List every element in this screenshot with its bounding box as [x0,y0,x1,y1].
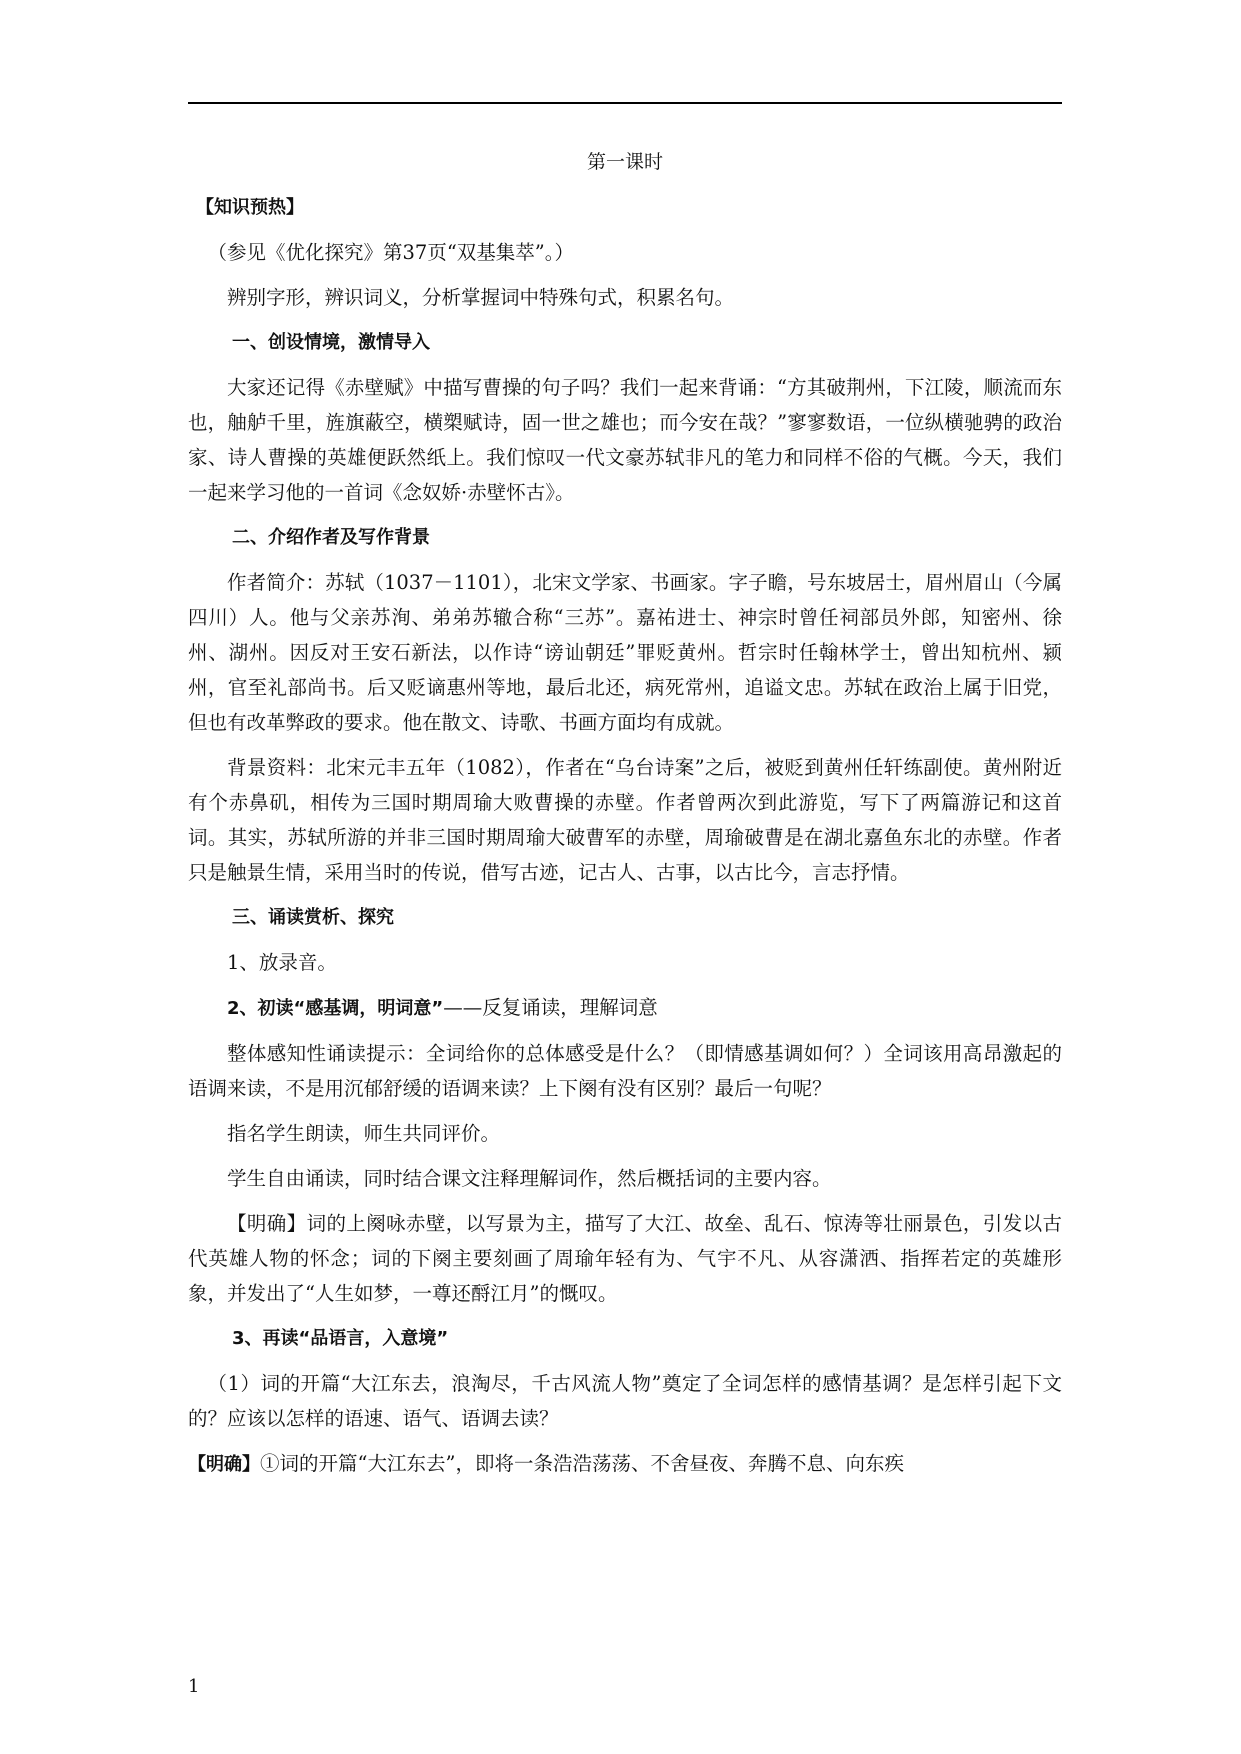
section1-paragraph: 大家还记得《赤壁赋》中描写曹操的句子吗？我们一起来背诵：“方其破荆州，下江陵，顺流而东也，舳舻千里，旌旗蔽空，横槊赋诗，固一世之雄也；而今安在哉？”寥寥数语，一位纵横驰骋的政治家、诗人曹操的英雄便跃然纸上。我们惊叹一代文豪苏轼非凡的笔力和同样不俗的气概。今天，我们一起来学习他的一首词《念奴娇·赤壁怀古》。 [188,376,1062,504]
knowledge-goal: 辨别字形，辨识词义，分析掌握词中特殊句式，积累名句。 [227,286,735,309]
step2-free-paragraph: 学生自由诵读，同时结合课文注释理解词作，然后概括词的主要内容。 [227,1167,832,1190]
author-intro-paragraph: 作者简介：苏轼（1037－1101），北宋文学家、书画家。字子瞻，号东坡居士，眉州眉山（今属四川）人。他与父亲苏洵、弟弟苏辙合称“三苏”。嘉祐进士、神宗时曾任祠部员外郎，知密州、徐州、湖州。因反对王安石新法，以作诗“谤讪朝廷”罪贬黄州。哲宗时任翰林学士，曾出知杭州、颍州，官至礼部尚书。后又贬谪惠州等地，最后北还，病死常州，追谥文忠。苏轼在政治上属于旧党，但也有改革弊政的要求。他在散文、诗歌、书画方面均有成就。 [188,571,1062,734]
step2-read-paragraph: 指名学生朗读，师生共同评价。 [227,1122,501,1145]
page-number: 1 [188,1676,200,1697]
step3-heading: 3、再读“品语言，入意境” [232,1328,449,1349]
section2-heading: 二、介绍作者及写作背景 [232,527,430,548]
step3-clarify-paragraph [188,1446,1062,1482]
section-knowledge-heading: 【知识预热】 [196,197,304,218]
step2-heading [188,990,1062,1026]
step2-clarify-paragraph [188,1206,1062,1311]
step3-clarify-label: 【明确】 [188,1454,260,1475]
document-body [188,148,1062,1492]
section3-heading: 三、诵读赏析、探究 [232,907,394,928]
step2-heading-bold: 2、初读“感基调，明词意” [227,998,444,1019]
knowledge-reference: （参见《优化探究》第37页“双基集萃”。） [207,241,575,264]
step1-paragraph: 1、放录音。 [227,951,337,974]
header-rule [188,102,1062,104]
clarify-label: 【明确】 [227,1212,307,1235]
step3-question-paragraph: （1）词的开篇“大江东去，浪淘尽，千古风流人物”奠定了全词怎样的感情基调？是怎样引起下文的？应该以怎样的语速、语气、语调去读？ [188,1372,1062,1430]
step2-clarify-text: 词的上阕咏赤壁，以写景为主，描写了大江、故垒、乱石、惊涛等壮丽景色，引发以古代英雄人物的怀念；词的下阕主要刻画了周瑜年轻有为、气宇不凡、从容潇洒、指挥若定的英雄形象，并发出了“人生如梦，一尊还酹江月”的慨叹。 [188,1212,1062,1305]
lesson-title: 第一课时 [586,151,663,173]
section1-heading: 一、创设情境，激情导入 [232,332,430,353]
step2-heading-rest: ——反复诵读，理解词意 [443,996,658,1019]
step2-hint-paragraph: 整体感知性诵读提示：全词给你的总体感受是什么？（即情感基调如何？）全词该用高昂激起的语调来读，不是用沉郁舒缓的语调来读？上下阕有没有区别？最后一句呢？ [188,1042,1062,1100]
step3-clarify-text: ①词的开篇“大江东去”，即将一条浩浩荡荡、不舍昼夜、奔腾不息、向东疾 [260,1452,904,1475]
background-paragraph: 背景资料：北宋元丰五年（1082），作者在“乌台诗案”之后，被贬到黄州任轩练副使。黄州附近有个赤鼻矶，相传为三国时期周瑜大败曹操的赤壁。作者曾两次到此游览，写下了两篇游记和这首词。其实，苏轼所游的并非三国时期周瑜大破曹军的赤壁，周瑜破曹是在湖北嘉鱼东北的赤壁。作者只是触景生情，采用当时的传说，借写古迹，记古人、古事，以古比今，言志抒情。 [188,756,1062,884]
